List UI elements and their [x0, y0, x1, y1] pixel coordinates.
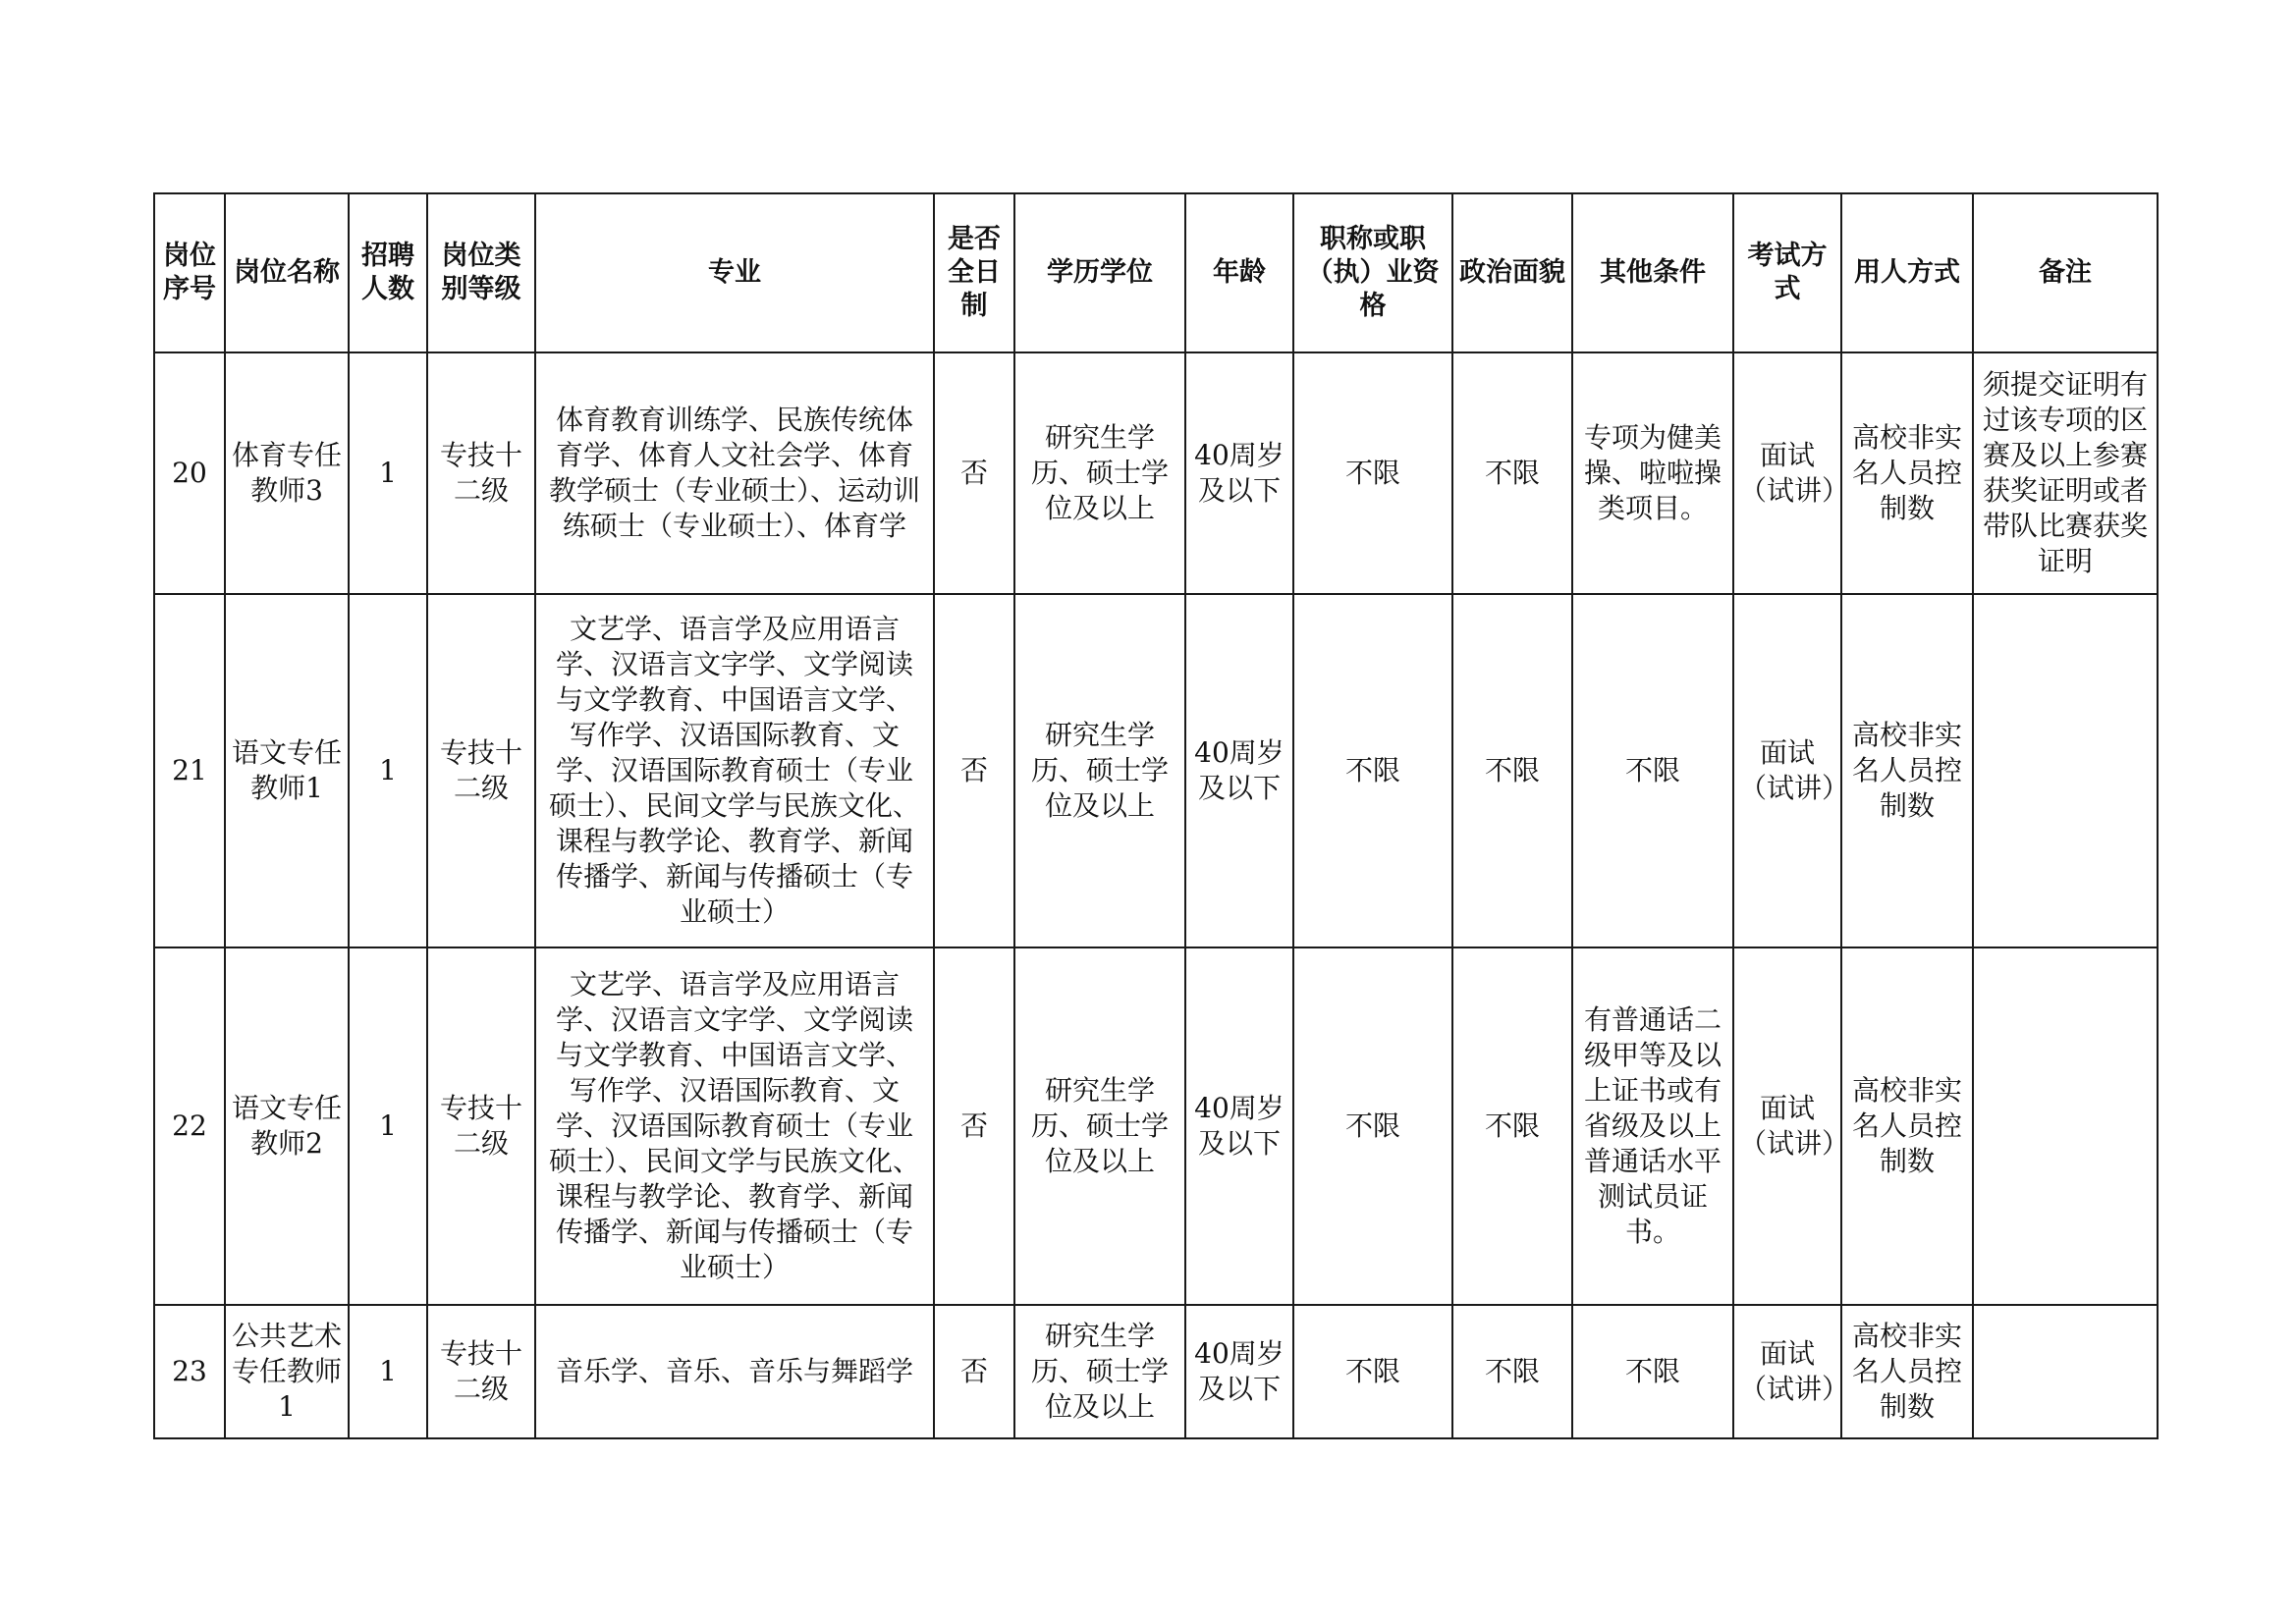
cell-remark — [1973, 947, 2158, 1305]
cell-title: 不限 — [1293, 947, 1452, 1305]
cell-count: 1 — [349, 1305, 427, 1438]
cell-degree: 研究生学历、硕士学位及以上 — [1014, 1305, 1185, 1438]
cell-title: 不限 — [1293, 594, 1452, 947]
cell-seq: 21 — [154, 594, 225, 947]
cell-name: 语文专任教师2 — [225, 947, 349, 1305]
header-other: 其他条件 — [1572, 193, 1733, 352]
cell-political: 不限 — [1452, 352, 1572, 594]
cell-major: 音乐学、音乐、音乐与舞蹈学 — [535, 1305, 934, 1438]
cell-age: 40周岁及以下 — [1185, 947, 1293, 1305]
cell-remark: 须提交证明有过该专项的区赛及以上参赛获奖证明或者带队比赛获奖证明 — [1973, 352, 2158, 594]
cell-major: 体育教育训练学、民族传统体育学、体育人文社会学、体育教学硕士（专业硕士）、运动训练硕士（专业硕士）、体育学 — [535, 352, 934, 594]
cell-other: 不限 — [1572, 594, 1733, 947]
header-fulltime: 是否全日制 — [934, 193, 1014, 352]
cell-other: 有普通话二级甲等及以上证书或有省级及以上普通话水平测试员证书。 — [1572, 947, 1733, 1305]
cell-count: 1 — [349, 352, 427, 594]
table-row — [154, 1305, 2158, 1438]
cell-name: 公共艺术专任教师1 — [225, 1305, 349, 1438]
header-exam: 考试方式 — [1733, 193, 1841, 352]
cell-age: 40周岁及以下 — [1185, 352, 1293, 594]
header-major: 专业 — [535, 193, 934, 352]
recruitment-table — [153, 192, 2159, 1439]
cell-seq: 23 — [154, 1305, 225, 1438]
cell-remark — [1973, 1305, 2158, 1438]
header-count: 招聘人数 — [349, 193, 427, 352]
cell-fulltime: 否 — [934, 594, 1014, 947]
cell-fulltime: 否 — [934, 1305, 1014, 1438]
cell-exam: 面试（试讲） — [1733, 352, 1841, 594]
cell-level: 专技十二级 — [427, 1305, 535, 1438]
cell-major: 文艺学、语言学及应用语言学、汉语言文字学、文学阅读与文学教育、中国语言文学、写作学、汉语国际教育、文学、汉语国际教育硕士（专业硕士）、民间文学与民族文化、课程与教学论、教育学、新闻传播学、新闻与传播硕士（专业硕士） — [535, 947, 934, 1305]
cell-exam: 面试（试讲） — [1733, 1305, 1841, 1438]
header-name: 岗位名称 — [225, 193, 349, 352]
cell-level: 专技十二级 — [427, 947, 535, 1305]
cell-exam: 面试（试讲） — [1733, 594, 1841, 947]
table-row — [154, 947, 2158, 1305]
cell-other: 专项为健美操、啦啦操类项目。 — [1572, 352, 1733, 594]
cell-name: 语文专任教师1 — [225, 594, 349, 947]
cell-employ: 高校非实名人员控制数 — [1841, 947, 1973, 1305]
cell-remark — [1973, 594, 2158, 947]
header-remark: 备注 — [1973, 193, 2158, 352]
cell-age: 40周岁及以下 — [1185, 594, 1293, 947]
cell-employ: 高校非实名人员控制数 — [1841, 594, 1973, 947]
cell-level: 专技十二级 — [427, 594, 535, 947]
header-title: 职称或职（执）业资格 — [1293, 193, 1452, 352]
header-row — [154, 193, 2158, 352]
cell-level: 专技十二级 — [427, 352, 535, 594]
cell-seq: 22 — [154, 947, 225, 1305]
cell-political: 不限 — [1452, 1305, 1572, 1438]
cell-name: 体育专任教师3 — [225, 352, 349, 594]
table-row — [154, 594, 2158, 947]
cell-other: 不限 — [1572, 1305, 1733, 1438]
header-level: 岗位类别等级 — [427, 193, 535, 352]
header-age: 年龄 — [1185, 193, 1293, 352]
header-degree: 学历学位 — [1014, 193, 1185, 352]
cell-employ: 高校非实名人员控制数 — [1841, 352, 1973, 594]
cell-degree: 研究生学历、硕士学位及以上 — [1014, 947, 1185, 1305]
cell-count: 1 — [349, 947, 427, 1305]
cell-degree: 研究生学历、硕士学位及以上 — [1014, 594, 1185, 947]
cell-title: 不限 — [1293, 1305, 1452, 1438]
cell-title: 不限 — [1293, 352, 1452, 594]
cell-employ: 高校非实名人员控制数 — [1841, 1305, 1973, 1438]
cell-fulltime: 否 — [934, 352, 1014, 594]
cell-seq: 20 — [154, 352, 225, 594]
cell-political: 不限 — [1452, 947, 1572, 1305]
header-employ: 用人方式 — [1841, 193, 1973, 352]
cell-fulltime: 否 — [934, 947, 1014, 1305]
cell-age: 40周岁及以下 — [1185, 1305, 1293, 1438]
cell-exam: 面试（试讲） — [1733, 947, 1841, 1305]
cell-count: 1 — [349, 594, 427, 947]
cell-degree: 研究生学历、硕士学位及以上 — [1014, 352, 1185, 594]
cell-major: 文艺学、语言学及应用语言学、汉语言文字学、文学阅读与文学教育、中国语言文学、写作学、汉语国际教育、文学、汉语国际教育硕士（专业硕士）、民间文学与民族文化、课程与教学论、教育学、新闻传播学、新闻与传播硕士（专业硕士） — [535, 594, 934, 947]
header-seq: 岗位序号 — [154, 193, 225, 352]
header-political: 政治面貌 — [1452, 193, 1572, 352]
table-row — [154, 352, 2158, 594]
cell-political: 不限 — [1452, 594, 1572, 947]
